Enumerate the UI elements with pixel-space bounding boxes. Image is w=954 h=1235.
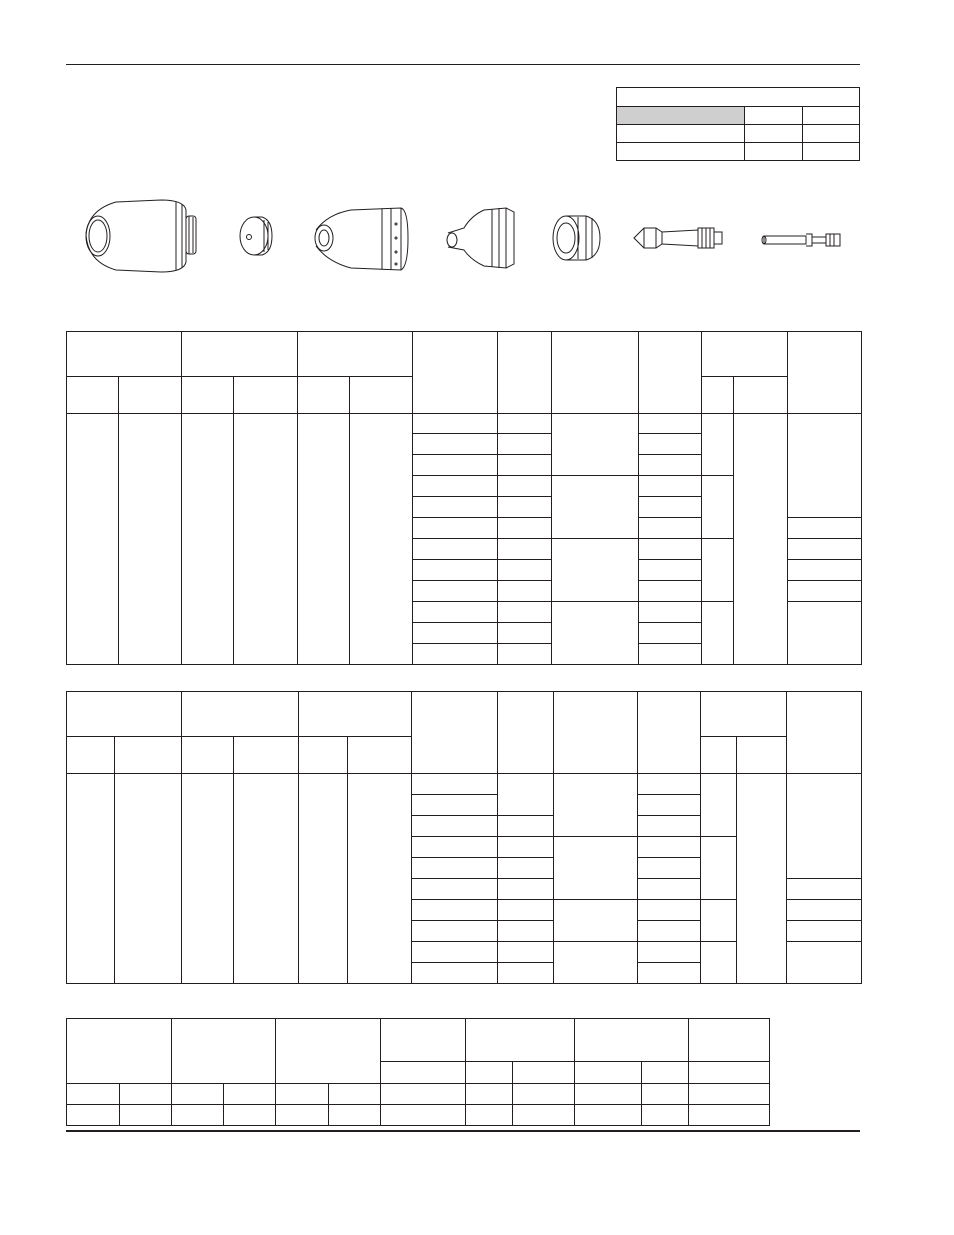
table-cell — [498, 900, 554, 921]
table-cell — [498, 644, 552, 665]
table-cell — [552, 602, 639, 665]
table-cell — [67, 1105, 120, 1126]
table-cell — [67, 1084, 120, 1105]
table-cell — [329, 1084, 381, 1105]
table-cell — [554, 942, 638, 984]
legend-row — [617, 125, 860, 143]
shield-disc-icon — [240, 217, 272, 255]
table-cell — [642, 1084, 689, 1105]
header-cell — [413, 332, 498, 414]
subheader-cell — [67, 377, 119, 414]
table-cell — [120, 1084, 172, 1105]
table-cell — [639, 434, 702, 455]
table-cell — [639, 497, 702, 518]
legend-cell — [745, 143, 803, 161]
parts-table-3 — [66, 1018, 770, 1126]
table-cell — [413, 518, 498, 539]
table-cell — [412, 816, 498, 837]
table-cell — [466, 1105, 513, 1126]
header-cell — [466, 1019, 575, 1062]
table-cell — [702, 602, 734, 665]
table-cell — [554, 774, 638, 837]
table-cell — [412, 900, 498, 921]
table-cell — [498, 497, 552, 518]
header-cell — [412, 692, 498, 774]
table-cell — [787, 942, 862, 984]
table-cell — [413, 581, 498, 602]
table-cell — [639, 414, 702, 434]
legend-title-cell — [617, 88, 860, 107]
footer-rule — [66, 1130, 860, 1132]
subheader-cell — [67, 737, 115, 774]
table-cell — [498, 560, 552, 581]
table-cell — [701, 774, 737, 837]
table-cell — [498, 602, 552, 623]
table-cell — [702, 476, 734, 539]
table-cell — [638, 879, 701, 900]
table-cell — [788, 602, 862, 665]
table-cell — [498, 963, 554, 984]
table-cell — [412, 921, 498, 942]
subheader-cell — [350, 377, 413, 414]
table-cell — [788, 414, 862, 518]
table-cell — [639, 455, 702, 476]
table-cell — [381, 1105, 466, 1126]
table-cell — [701, 900, 737, 942]
table-cell — [348, 774, 412, 984]
header-cell — [67, 692, 182, 737]
table-cell — [702, 414, 734, 476]
table-cell — [115, 774, 182, 984]
table-cell — [689, 1105, 770, 1126]
table-cell — [498, 921, 554, 942]
table-cell — [381, 1084, 466, 1105]
table-cell — [412, 942, 498, 963]
legend-cell — [745, 125, 803, 143]
table-cell — [413, 623, 498, 644]
legend-cell — [803, 143, 860, 161]
table-header-row — [67, 332, 862, 377]
header-cell — [787, 692, 862, 774]
table-cell — [638, 963, 701, 984]
table-cell — [413, 644, 498, 665]
table-cell — [412, 837, 498, 858]
table-cell — [554, 900, 638, 942]
table-cell — [498, 455, 552, 476]
table-cell — [552, 539, 639, 602]
header-cell — [182, 332, 298, 377]
table-cell — [639, 644, 702, 665]
header-cell — [381, 1019, 466, 1062]
table-cell — [172, 1105, 224, 1126]
table-cell — [413, 455, 498, 476]
table-cell — [498, 774, 554, 816]
subheader-cell — [234, 377, 298, 414]
table-cell — [702, 539, 734, 602]
table-cell — [701, 837, 737, 900]
table-cell — [638, 900, 701, 921]
legend-row — [617, 143, 860, 161]
consumables-illustration — [66, 180, 860, 295]
table-cell — [498, 942, 554, 963]
table-cell — [224, 1105, 276, 1126]
table-cell — [466, 1084, 513, 1105]
table-cell — [498, 816, 554, 837]
table-cell — [234, 414, 298, 665]
table-cell — [413, 497, 498, 518]
retaining-cap-icon — [86, 200, 196, 272]
table-cell — [638, 942, 701, 963]
table-cell — [120, 1105, 172, 1126]
table-row — [67, 1084, 770, 1105]
table-header-row — [67, 1019, 770, 1062]
subheader-cell — [575, 1062, 642, 1084]
table-cell — [119, 414, 182, 665]
table-cell — [276, 1084, 329, 1105]
subheader-cell — [348, 737, 412, 774]
table-cell — [639, 476, 702, 497]
table-cell — [498, 518, 552, 539]
table-cell — [67, 774, 115, 984]
table-row — [67, 774, 862, 795]
subheader-cell — [701, 737, 737, 774]
table-cell — [329, 1105, 381, 1126]
table-cell — [498, 879, 554, 900]
subheader-cell — [298, 377, 350, 414]
table-cell — [552, 476, 639, 539]
parts-table-1 — [66, 331, 862, 665]
table-cell — [639, 518, 702, 539]
subheader-cell — [642, 1062, 689, 1084]
table-cell — [638, 921, 701, 942]
table-cell — [638, 837, 701, 858]
table-cell — [498, 434, 552, 455]
header-cell — [701, 692, 787, 737]
table-cell — [172, 1084, 224, 1105]
header-cell — [638, 692, 701, 774]
table-cell — [689, 1084, 770, 1105]
table-cell — [498, 623, 552, 644]
table-cell — [498, 858, 554, 879]
table-cell — [234, 774, 299, 984]
table-cell — [413, 560, 498, 581]
header-cell — [689, 1019, 770, 1062]
table-cell — [788, 518, 862, 539]
header-cell — [172, 1019, 276, 1084]
table-row — [67, 1105, 770, 1126]
table-cell — [224, 1084, 276, 1105]
table-cell — [412, 858, 498, 879]
table-cell — [182, 774, 234, 984]
table-cell — [734, 414, 788, 665]
table-cell — [182, 414, 234, 665]
legend-cell — [745, 107, 803, 125]
table-cell — [498, 539, 552, 560]
nozzle-icon — [447, 208, 514, 268]
table-cell — [575, 1084, 642, 1105]
table-cell — [638, 816, 701, 837]
table-cell — [642, 1105, 689, 1126]
table-cell — [413, 602, 498, 623]
water-tube-icon — [762, 234, 840, 246]
table-cell — [788, 539, 862, 560]
table-cell — [498, 837, 554, 858]
table-cell — [638, 795, 701, 816]
table-cell — [513, 1084, 575, 1105]
table-cell — [788, 560, 862, 581]
table-cell — [787, 921, 862, 942]
header-cell — [702, 332, 788, 377]
table-cell — [413, 414, 498, 434]
subheader-cell — [299, 737, 348, 774]
subheader-cell — [234, 737, 299, 774]
table-cell — [67, 414, 119, 665]
header-cell — [788, 332, 862, 414]
header-cell — [67, 1019, 172, 1084]
legend-row — [617, 107, 860, 125]
subheader-cell — [182, 737, 234, 774]
subheader-cell — [182, 377, 234, 414]
table-cell — [412, 963, 498, 984]
table-cell — [276, 1105, 329, 1126]
table-cell — [350, 414, 413, 665]
table-cell — [413, 434, 498, 455]
header-cell — [67, 332, 182, 377]
table-cell — [787, 774, 862, 879]
table-cell — [413, 539, 498, 560]
header-cell — [639, 332, 702, 414]
legend-header-row — [617, 88, 860, 107]
table-cell — [639, 602, 702, 623]
table-cell — [498, 476, 552, 497]
table-cell — [787, 879, 862, 900]
table-cell — [498, 581, 552, 602]
header-cell — [498, 692, 554, 774]
table-header-row — [67, 692, 862, 737]
parts-table-2 — [66, 691, 862, 984]
table-cell — [639, 560, 702, 581]
table-cell — [788, 581, 862, 602]
subheader-cell — [381, 1062, 466, 1084]
header-cell — [575, 1019, 689, 1062]
header-cell — [299, 692, 412, 737]
table-cell — [787, 900, 862, 921]
swirl-ring-icon — [553, 216, 600, 260]
header-cell — [554, 692, 638, 774]
subheader-cell — [734, 377, 788, 414]
legend-cell — [617, 125, 745, 143]
table-cell — [575, 1105, 642, 1126]
table-cell — [412, 774, 498, 795]
table-cell — [412, 795, 498, 816]
header-cell — [182, 692, 299, 737]
table-cell — [701, 942, 737, 984]
table-cell — [737, 774, 787, 984]
table-cell — [554, 837, 638, 900]
table-cell — [412, 879, 498, 900]
table-cell — [513, 1105, 575, 1126]
subheader-cell — [737, 737, 787, 774]
table-cell — [639, 581, 702, 602]
header-cell — [552, 332, 639, 414]
legend-cell — [803, 107, 860, 125]
subheader-cell — [689, 1062, 770, 1084]
header-cell — [298, 332, 413, 377]
table-cell — [299, 774, 348, 984]
table-cell — [638, 774, 701, 795]
header-cell — [276, 1019, 381, 1084]
header-cell — [498, 332, 552, 414]
nozzle-cap-icon — [315, 208, 408, 270]
header-rule — [66, 64, 860, 65]
table-cell — [638, 858, 701, 879]
electrode-icon — [634, 228, 722, 248]
legend-cell-shaded — [617, 107, 745, 125]
legend-cell — [803, 125, 860, 143]
subheader-cell — [513, 1062, 575, 1084]
table-cell — [413, 476, 498, 497]
legend-table — [616, 87, 860, 161]
table-cell — [552, 414, 639, 476]
table-cell — [498, 414, 552, 434]
table-cell — [639, 539, 702, 560]
subheader-cell — [115, 737, 182, 774]
subheader-cell — [466, 1062, 513, 1084]
table-cell — [298, 414, 350, 665]
table-cell — [639, 623, 702, 644]
subheader-cell — [119, 377, 182, 414]
table-row — [67, 414, 862, 434]
subheader-cell — [702, 377, 734, 414]
legend-cell — [617, 143, 745, 161]
